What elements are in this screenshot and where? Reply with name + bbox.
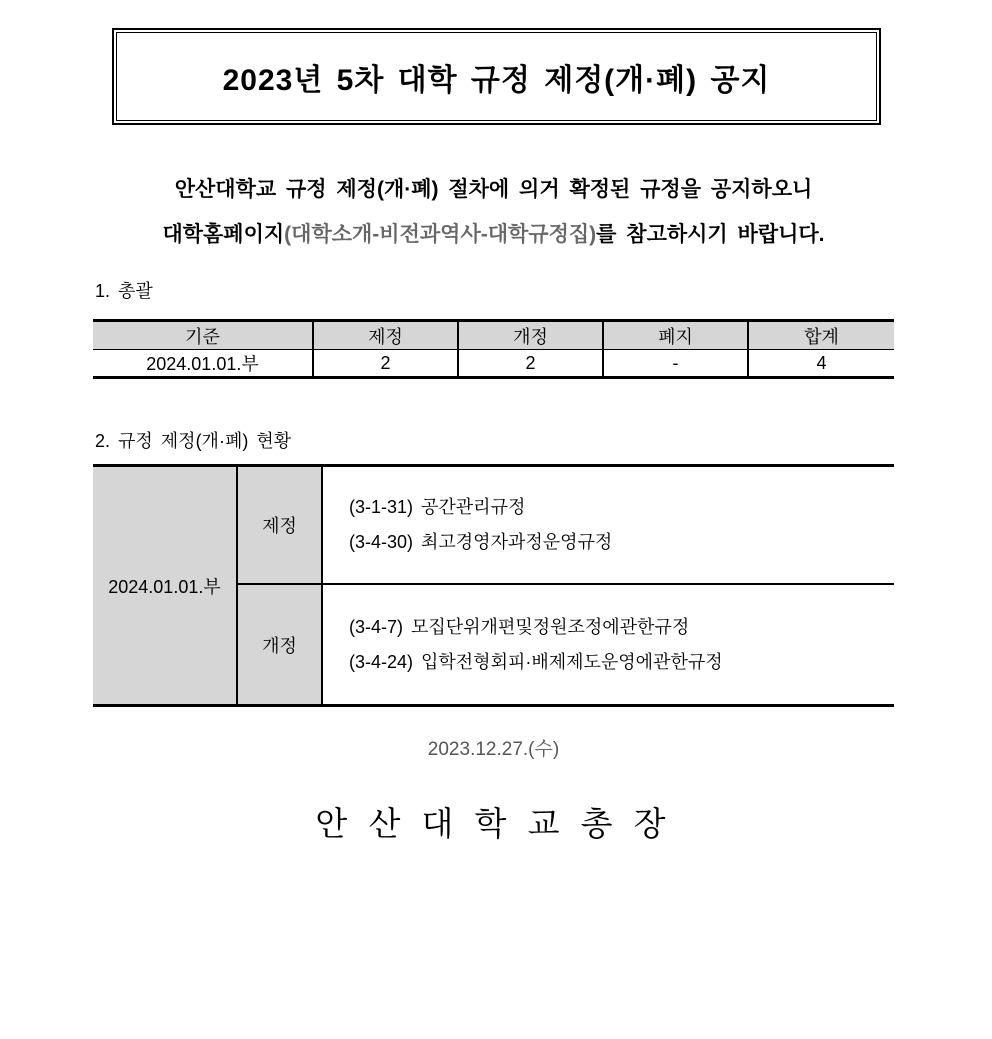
signature-president: 안 산 대 학 교 총 장 [315, 805, 672, 842]
regulation-item: (3-4-7) 모집단위개편및정원조정에관한규정 [349, 616, 690, 637]
title-box [112, 28, 881, 125]
status-cell-revised-items [322, 584, 894, 706]
regulation-item: (3-1-31) 공간관리규정 [349, 497, 526, 517]
summary-header-revised: 개정 [458, 321, 603, 350]
intro-line-2-suffix: 를 참고하시기 바랍니다. [596, 223, 825, 246]
intro-homepage-label: 대학홈페이지 [162, 223, 285, 246]
summary-cell-abolished-count: - [603, 350, 748, 378]
intro-line-2 [93, 212, 894, 257]
regulation-item: (3-4-30) 최고경영자과정운영규정 [349, 532, 613, 552]
status-cell-effective-date: 2024.01.01.부 [93, 466, 237, 706]
summary-table-data-row [93, 350, 894, 378]
summary-cell-enacted-count: 2 [313, 350, 458, 378]
summary-table-header-row [93, 321, 894, 350]
status-cell-type-enacted: 제정 [237, 466, 322, 585]
summary-cell-revised-count: 2 [458, 350, 603, 378]
intro-paragraph [93, 167, 894, 257]
section2-heading: 2. 규정 제정(개·폐) 현황 [95, 431, 292, 451]
document-content [93, 28, 894, 843]
summary-table [93, 319, 894, 379]
status-cell-type-revised: 개정 [237, 584, 322, 706]
status-cell-enacted-items [322, 466, 894, 585]
summary-header-abolished: 폐지 [603, 321, 748, 350]
regulation-item: (3-4-24) 입학전형회피·배제제도운영에관한규정 [349, 651, 723, 672]
intro-menu-path: (대학소개-비전과역사-대학규정집) [284, 223, 597, 246]
summary-header-enacted: 제정 [313, 321, 458, 350]
title-box-inner-border [116, 32, 877, 121]
status-row-enacted [93, 466, 894, 585]
intro-line-1: 안산대학교 규정 제정(개·폐) 절차에 의거 확정된 규정을 공지하오니 [174, 178, 813, 201]
summary-header-total: 합계 [748, 321, 894, 350]
announcement-date: 2023.12.27.(수) [427, 739, 560, 760]
section1-heading: 1. 총괄 [95, 281, 153, 301]
summary-header-standard: 기준 [93, 321, 313, 350]
document-title: 2023년 5차 대학 규정 제정(개·폐) 공지 [222, 63, 771, 97]
summary-cell-date: 2024.01.01.부 [146, 354, 259, 374]
status-table [93, 464, 894, 707]
summary-cell-total-count: 4 [748, 350, 894, 378]
